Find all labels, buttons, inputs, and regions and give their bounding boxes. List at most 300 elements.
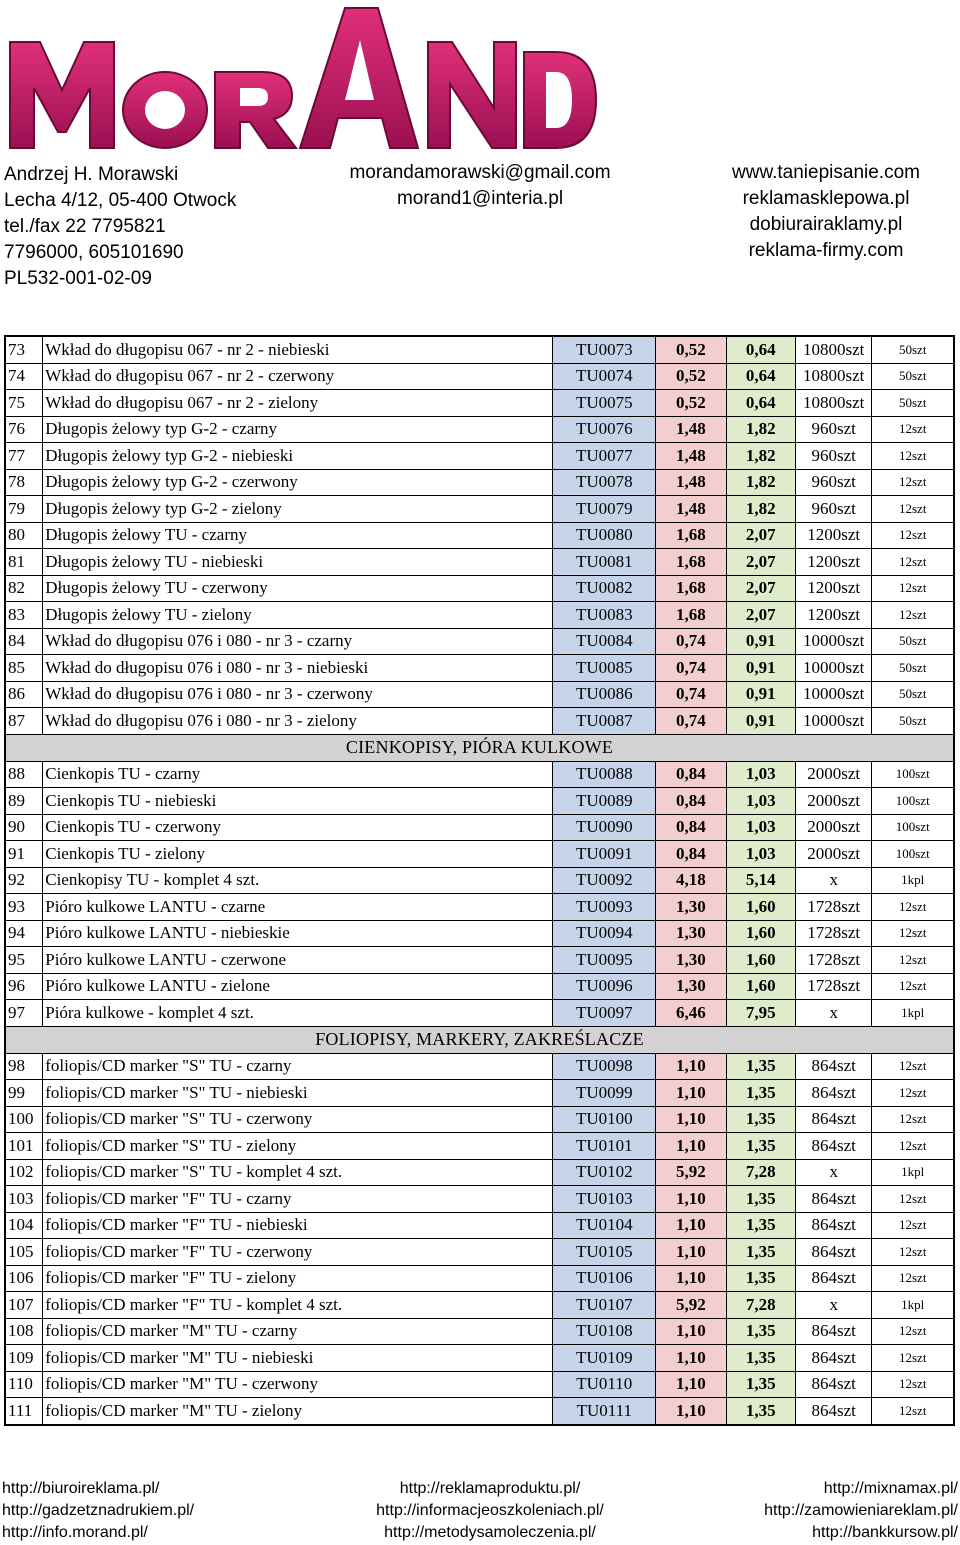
product-name: Pióro kulkowe LANTU - niebieskie bbox=[43, 920, 553, 947]
carton-quantity: 864szt bbox=[795, 1053, 871, 1080]
website-link[interactable]: www.taniepisanie.com bbox=[732, 162, 920, 183]
product-name: foliopis/CD marker "M" TU - niebieski bbox=[43, 1345, 553, 1372]
gross-price: 2,07 bbox=[726, 602, 795, 629]
footer-link[interactable]: http://zamowieniareklam.pl/ bbox=[764, 1502, 958, 1519]
product-code: TU0108 bbox=[553, 1318, 656, 1345]
pack-quantity: 100szt bbox=[872, 841, 954, 868]
net-price: 1,10 bbox=[656, 1398, 726, 1425]
table-row bbox=[5, 1133, 954, 1160]
pack-quantity: 12szt bbox=[872, 416, 954, 443]
carton-quantity: x bbox=[795, 1292, 871, 1319]
pack-quantity: 12szt bbox=[872, 1186, 954, 1213]
gross-price: 1,60 bbox=[726, 920, 795, 947]
carton-quantity: x bbox=[795, 1159, 871, 1186]
product-name: Pióra kulkowe - komplet 4 szt. bbox=[43, 1000, 553, 1027]
product-name: Długopis żelowy typ G-2 - niebieski bbox=[43, 443, 553, 470]
price-list-body bbox=[5, 336, 954, 1425]
carton-quantity: 1200szt bbox=[795, 602, 871, 629]
table-row bbox=[5, 947, 954, 974]
table-row bbox=[5, 1080, 954, 1107]
carton-quantity: 1200szt bbox=[795, 522, 871, 549]
pack-quantity: 12szt bbox=[872, 575, 954, 602]
table-row bbox=[5, 1000, 954, 1027]
row-number: 98 bbox=[5, 1053, 43, 1080]
carton-quantity: 10000szt bbox=[795, 655, 871, 682]
product-code: TU0081 bbox=[553, 549, 656, 576]
footer-link[interactable]: http://info.morand.pl/ bbox=[2, 1524, 148, 1541]
pack-quantity: 1kpl bbox=[872, 1292, 954, 1319]
footer-links-middle bbox=[340, 1478, 640, 1544]
net-price: 0,84 bbox=[656, 814, 726, 841]
row-number: 79 bbox=[5, 496, 43, 523]
pack-quantity: 12szt bbox=[872, 1080, 954, 1107]
owner-name: Andrzej H. Morawski bbox=[4, 164, 179, 185]
gross-price: 1,82 bbox=[726, 416, 795, 443]
table-row bbox=[5, 920, 954, 947]
product-name: Wkład do długopisu 076 i 080 - nr 3 - czarny bbox=[43, 628, 553, 655]
row-number: 110 bbox=[5, 1371, 43, 1398]
carton-quantity: 10000szt bbox=[795, 708, 871, 735]
product-name: foliopis/CD marker "M" TU - zielony bbox=[43, 1398, 553, 1425]
net-price: 1,10 bbox=[656, 1239, 726, 1266]
carton-quantity: 2000szt bbox=[795, 814, 871, 841]
row-number: 88 bbox=[5, 761, 43, 788]
gross-price: 1,35 bbox=[726, 1265, 795, 1292]
gross-price: 0,91 bbox=[726, 708, 795, 735]
gross-price: 1,60 bbox=[726, 973, 795, 1000]
pack-quantity: 12szt bbox=[872, 1053, 954, 1080]
row-number: 81 bbox=[5, 549, 43, 576]
carton-quantity: x bbox=[795, 867, 871, 894]
net-price: 1,10 bbox=[656, 1371, 726, 1398]
product-name: Długopis żelowy typ G-2 - czarny bbox=[43, 416, 553, 443]
product-name: Pióro kulkowe LANTU - czerwone bbox=[43, 947, 553, 974]
product-name: Cienkopis TU - niebieski bbox=[43, 788, 553, 815]
table-row bbox=[5, 655, 954, 682]
carton-quantity: 864szt bbox=[795, 1265, 871, 1292]
product-name: Długopis żelowy TU - zielony bbox=[43, 602, 553, 629]
table-row bbox=[5, 443, 954, 470]
gross-price: 7,28 bbox=[726, 1292, 795, 1319]
net-price: 0,52 bbox=[656, 336, 726, 363]
row-number: 75 bbox=[5, 390, 43, 417]
carton-quantity: 864szt bbox=[795, 1106, 871, 1133]
product-code: TU0082 bbox=[553, 575, 656, 602]
row-number: 101 bbox=[5, 1133, 43, 1160]
contact-email-block bbox=[300, 160, 660, 212]
carton-quantity: 1200szt bbox=[795, 549, 871, 576]
carton-quantity: 864szt bbox=[795, 1371, 871, 1398]
gross-price: 2,07 bbox=[726, 575, 795, 602]
pack-quantity: 12szt bbox=[872, 920, 954, 947]
gross-price: 1,35 bbox=[726, 1398, 795, 1425]
row-number: 99 bbox=[5, 1080, 43, 1107]
product-code: TU0104 bbox=[553, 1212, 656, 1239]
pack-quantity: 50szt bbox=[872, 336, 954, 363]
gross-price: 7,95 bbox=[726, 1000, 795, 1027]
product-code: TU0105 bbox=[553, 1239, 656, 1266]
table-row bbox=[5, 522, 954, 549]
product-name: Pióro kulkowe LANTU - czarne bbox=[43, 894, 553, 921]
gross-price: 1,35 bbox=[726, 1318, 795, 1345]
carton-quantity: 864szt bbox=[795, 1239, 871, 1266]
product-code: TU0107 bbox=[553, 1292, 656, 1319]
pack-quantity: 12szt bbox=[872, 1212, 954, 1239]
row-number: 107 bbox=[5, 1292, 43, 1319]
gross-price: 0,91 bbox=[726, 681, 795, 708]
product-code: TU0103 bbox=[553, 1186, 656, 1213]
carton-quantity: 1728szt bbox=[795, 920, 871, 947]
table-row bbox=[5, 575, 954, 602]
gross-price: 1,82 bbox=[726, 443, 795, 470]
product-name: Długopis żelowy TU - niebieski bbox=[43, 549, 553, 576]
carton-quantity: 10800szt bbox=[795, 390, 871, 417]
carton-quantity: 1200szt bbox=[795, 575, 871, 602]
table-row bbox=[5, 416, 954, 443]
gross-price: 1,35 bbox=[726, 1133, 795, 1160]
net-price: 5,92 bbox=[656, 1292, 726, 1319]
product-code: TU0110 bbox=[553, 1371, 656, 1398]
product-name: Wkład do długopisu 076 i 080 - nr 3 - czerwony bbox=[43, 681, 553, 708]
product-name: Wkład do długopisu 067 - nr 2 - zielony bbox=[43, 390, 553, 417]
row-number: 111 bbox=[5, 1398, 43, 1425]
table-row bbox=[5, 496, 954, 523]
product-name: foliopis/CD marker "F" TU - czarny bbox=[43, 1186, 553, 1213]
footer-link[interactable]: http://reklamaproduktu.pl/ bbox=[399, 1480, 581, 1497]
product-name: foliopis/CD marker "S" TU - zielony bbox=[43, 1133, 553, 1160]
product-name: Długopis żelowy TU - czerwony bbox=[43, 575, 553, 602]
net-price: 1,68 bbox=[656, 522, 726, 549]
net-price: 0,84 bbox=[656, 788, 726, 815]
row-number: 80 bbox=[5, 522, 43, 549]
table-row bbox=[5, 867, 954, 894]
row-number: 92 bbox=[5, 867, 43, 894]
product-name: foliopis/CD marker "M" TU - czarny bbox=[43, 1318, 553, 1345]
net-price: 0,84 bbox=[656, 761, 726, 788]
net-price: 1,10 bbox=[656, 1133, 726, 1160]
gross-price: 1,03 bbox=[726, 814, 795, 841]
pack-quantity: 1kpl bbox=[872, 1159, 954, 1186]
table-row bbox=[5, 1318, 954, 1345]
net-price: 5,92 bbox=[656, 1159, 726, 1186]
product-code: TU0077 bbox=[553, 443, 656, 470]
row-number: 78 bbox=[5, 469, 43, 496]
carton-quantity: 1728szt bbox=[795, 894, 871, 921]
table-row bbox=[5, 761, 954, 788]
carton-quantity: 2000szt bbox=[795, 841, 871, 868]
row-number: 105 bbox=[5, 1239, 43, 1266]
carton-quantity: 864szt bbox=[795, 1212, 871, 1239]
table-row bbox=[5, 628, 954, 655]
gross-price: 1,35 bbox=[726, 1371, 795, 1398]
pack-quantity: 50szt bbox=[872, 390, 954, 417]
product-name: foliopis/CD marker "F" TU - komplet 4 szt. bbox=[43, 1292, 553, 1319]
gross-price: 2,07 bbox=[726, 549, 795, 576]
product-code: TU0096 bbox=[553, 973, 656, 1000]
gross-price: 1,35 bbox=[726, 1345, 795, 1372]
table-row bbox=[5, 973, 954, 1000]
pack-quantity: 12szt bbox=[872, 443, 954, 470]
table-row bbox=[5, 708, 954, 735]
row-number: 84 bbox=[5, 628, 43, 655]
pack-quantity: 12szt bbox=[872, 1398, 954, 1425]
section-title: CIENKOPISY, PIÓRA KULKOWE bbox=[5, 734, 954, 761]
row-number: 76 bbox=[5, 416, 43, 443]
net-price: 4,18 bbox=[656, 867, 726, 894]
table-row bbox=[5, 1345, 954, 1372]
pack-quantity: 100szt bbox=[872, 761, 954, 788]
product-code: TU0101 bbox=[553, 1133, 656, 1160]
product-code: TU0102 bbox=[553, 1159, 656, 1186]
product-code: TU0092 bbox=[553, 867, 656, 894]
product-code: TU0078 bbox=[553, 469, 656, 496]
pack-quantity: 12szt bbox=[872, 1345, 954, 1372]
row-number: 90 bbox=[5, 814, 43, 841]
product-code: TU0087 bbox=[553, 708, 656, 735]
pack-quantity: 1kpl bbox=[872, 867, 954, 894]
gross-price: 0,91 bbox=[726, 628, 795, 655]
table-row bbox=[5, 549, 954, 576]
table-row bbox=[5, 336, 954, 363]
carton-quantity: 864szt bbox=[795, 1186, 871, 1213]
pack-quantity: 50szt bbox=[872, 681, 954, 708]
row-number: 77 bbox=[5, 443, 43, 470]
row-number: 93 bbox=[5, 894, 43, 921]
row-number: 82 bbox=[5, 575, 43, 602]
table-row bbox=[5, 363, 954, 390]
net-price: 1,10 bbox=[656, 1265, 726, 1292]
table-row bbox=[5, 602, 954, 629]
carton-quantity: 960szt bbox=[795, 469, 871, 496]
table-row bbox=[5, 681, 954, 708]
email-link[interactable]: morandamorawski@gmail.com bbox=[349, 162, 611, 183]
product-code: TU0076 bbox=[553, 416, 656, 443]
product-name: Pióro kulkowe LANTU - zielone bbox=[43, 973, 553, 1000]
product-code: TU0090 bbox=[553, 814, 656, 841]
carton-quantity: 864szt bbox=[795, 1318, 871, 1345]
gross-price: 0,91 bbox=[726, 655, 795, 682]
carton-quantity: 864szt bbox=[795, 1133, 871, 1160]
product-name: Cienkopis TU - czarny bbox=[43, 761, 553, 788]
carton-quantity: 960szt bbox=[795, 496, 871, 523]
product-name: Długopis żelowy typ G-2 - czerwony bbox=[43, 469, 553, 496]
product-name: foliopis/CD marker "M" TU - czerwony bbox=[43, 1371, 553, 1398]
gross-price: 0,64 bbox=[726, 336, 795, 363]
net-price: 1,48 bbox=[656, 443, 726, 470]
product-name: Wkład do długopisu 076 i 080 - nr 3 - zielony bbox=[43, 708, 553, 735]
net-price: 1,10 bbox=[656, 1212, 726, 1239]
net-price: 1,10 bbox=[656, 1345, 726, 1372]
carton-quantity: 960szt bbox=[795, 443, 871, 470]
row-number: 103 bbox=[5, 1186, 43, 1213]
pack-quantity: 12szt bbox=[872, 602, 954, 629]
table-row bbox=[5, 788, 954, 815]
product-code: TU0091 bbox=[553, 841, 656, 868]
net-price: 6,46 bbox=[656, 1000, 726, 1027]
product-name: Cienkopis TU - czerwony bbox=[43, 814, 553, 841]
pack-quantity: 12szt bbox=[872, 1133, 954, 1160]
product-name: Długopis żelowy TU - czarny bbox=[43, 522, 553, 549]
product-name: Cienkopis TU - zielony bbox=[43, 841, 553, 868]
carton-quantity: x bbox=[795, 1000, 871, 1027]
table-row bbox=[5, 1398, 954, 1425]
gross-price: 1,35 bbox=[726, 1212, 795, 1239]
email-link[interactable]: morand1@interia.pl bbox=[396, 188, 564, 209]
pack-quantity: 12szt bbox=[872, 522, 954, 549]
carton-quantity: 864szt bbox=[795, 1345, 871, 1372]
net-price: 0,74 bbox=[656, 681, 726, 708]
net-price: 1,30 bbox=[656, 894, 726, 921]
row-number: 85 bbox=[5, 655, 43, 682]
carton-quantity: 2000szt bbox=[795, 788, 871, 815]
row-number: 83 bbox=[5, 602, 43, 629]
net-price: 0,74 bbox=[656, 628, 726, 655]
carton-quantity: 10800szt bbox=[795, 363, 871, 390]
gross-price: 1,82 bbox=[726, 469, 795, 496]
footer-link[interactable]: http://gadzetznadrukiem.pl/ bbox=[2, 1502, 195, 1519]
product-code: TU0086 bbox=[553, 681, 656, 708]
row-number: 94 bbox=[5, 920, 43, 947]
row-number: 96 bbox=[5, 973, 43, 1000]
row-number: 102 bbox=[5, 1159, 43, 1186]
pack-quantity: 12szt bbox=[872, 1371, 954, 1398]
pack-quantity: 12szt bbox=[872, 1265, 954, 1292]
net-price: 1,10 bbox=[656, 1053, 726, 1080]
row-number: 91 bbox=[5, 841, 43, 868]
net-price: 1,30 bbox=[656, 973, 726, 1000]
carton-quantity: 10000szt bbox=[795, 681, 871, 708]
product-name: foliopis/CD marker "S" TU - niebieski bbox=[43, 1080, 553, 1107]
product-code: TU0094 bbox=[553, 920, 656, 947]
gross-price: 1,03 bbox=[726, 841, 795, 868]
row-number: 97 bbox=[5, 1000, 43, 1027]
product-name: Cienkopisy TU - komplet 4 szt. bbox=[43, 867, 553, 894]
address: Lecha 4/12, 05-400 Otwock bbox=[4, 190, 237, 211]
net-price: 1,48 bbox=[656, 469, 726, 496]
phone-numbers: 7796000, 605101690 bbox=[4, 242, 184, 263]
carton-quantity: 864szt bbox=[795, 1398, 871, 1425]
pack-quantity: 100szt bbox=[872, 814, 954, 841]
product-code: TU0085 bbox=[553, 655, 656, 682]
product-code: TU0088 bbox=[553, 761, 656, 788]
gross-price: 5,14 bbox=[726, 867, 795, 894]
product-code: TU0100 bbox=[553, 1106, 656, 1133]
net-price: 1,68 bbox=[656, 575, 726, 602]
footer-link[interactable]: http://mixnamax.pl/ bbox=[823, 1480, 958, 1497]
gross-price: 1,35 bbox=[726, 1053, 795, 1080]
footer-links-left bbox=[2, 1478, 194, 1544]
net-price: 1,10 bbox=[656, 1186, 726, 1213]
pack-quantity: 50szt bbox=[872, 708, 954, 735]
gross-price: 2,07 bbox=[726, 522, 795, 549]
row-number: 100 bbox=[5, 1106, 43, 1133]
product-code: TU0106 bbox=[553, 1265, 656, 1292]
website-link[interactable]: dobiurairaklamy.pl bbox=[749, 214, 903, 235]
row-number: 89 bbox=[5, 788, 43, 815]
pack-quantity: 12szt bbox=[872, 496, 954, 523]
product-code: TU0109 bbox=[553, 1345, 656, 1372]
pack-quantity: 12szt bbox=[872, 469, 954, 496]
contact-websites-block bbox=[696, 160, 956, 264]
footer-link[interactable]: http://metodysamoleczenia.pl/ bbox=[384, 1524, 596, 1541]
product-code: TU0080 bbox=[553, 522, 656, 549]
net-price: 1,68 bbox=[656, 602, 726, 629]
product-name: Długopis żelowy typ G-2 - zielony bbox=[43, 496, 553, 523]
carton-quantity: 960szt bbox=[795, 416, 871, 443]
row-number: 95 bbox=[5, 947, 43, 974]
table-row bbox=[5, 814, 954, 841]
net-price: 0,52 bbox=[656, 363, 726, 390]
contact-address-block bbox=[4, 162, 236, 292]
gross-price: 1,35 bbox=[726, 1239, 795, 1266]
net-price: 1,30 bbox=[656, 947, 726, 974]
product-code: TU0074 bbox=[553, 363, 656, 390]
pack-quantity: 12szt bbox=[872, 1239, 954, 1266]
pack-quantity: 50szt bbox=[872, 363, 954, 390]
net-price: 1,48 bbox=[656, 416, 726, 443]
table-row bbox=[5, 1265, 954, 1292]
pack-quantity: 12szt bbox=[872, 947, 954, 974]
table-row bbox=[5, 1186, 954, 1213]
footer-link[interactable]: http://bankkursow.pl/ bbox=[812, 1524, 958, 1541]
pack-quantity: 12szt bbox=[872, 894, 954, 921]
phone-fax: tel./fax 22 7795821 bbox=[4, 216, 166, 237]
net-price: 0,74 bbox=[656, 708, 726, 735]
product-code: TU0099 bbox=[553, 1080, 656, 1107]
pack-quantity: 50szt bbox=[872, 628, 954, 655]
net-price: 0,52 bbox=[656, 390, 726, 417]
carton-quantity: 10000szt bbox=[795, 628, 871, 655]
gross-price: 7,28 bbox=[726, 1159, 795, 1186]
pack-quantity: 1kpl bbox=[872, 1000, 954, 1027]
website-link[interactable]: reklamasklepowa.pl bbox=[742, 188, 910, 209]
footer-link[interactable]: http://biuroireklama.pl/ bbox=[2, 1480, 160, 1497]
gross-price: 0,64 bbox=[726, 390, 795, 417]
net-price: 1,10 bbox=[656, 1318, 726, 1345]
product-code: TU0111 bbox=[553, 1398, 656, 1425]
product-name: Wkład do długopisu 067 - nr 2 - niebieski bbox=[43, 336, 553, 363]
tax-id: PL532-001-02-09 bbox=[4, 268, 152, 289]
table-row bbox=[5, 894, 954, 921]
gross-price: 1,82 bbox=[726, 496, 795, 523]
table-row bbox=[5, 1106, 954, 1133]
table-row bbox=[5, 390, 954, 417]
gross-price: 1,03 bbox=[726, 788, 795, 815]
net-price: 1,48 bbox=[656, 496, 726, 523]
product-code: TU0093 bbox=[553, 894, 656, 921]
table-row bbox=[5, 1239, 954, 1266]
price-list-table bbox=[4, 335, 955, 1426]
table-row bbox=[5, 841, 954, 868]
pack-quantity: 12szt bbox=[872, 1318, 954, 1345]
row-number: 108 bbox=[5, 1318, 43, 1345]
row-number: 87 bbox=[5, 708, 43, 735]
footer-link[interactable]: http://informacjeoszkoleniach.pl/ bbox=[376, 1502, 604, 1519]
product-name: foliopis/CD marker "S" TU - czarny bbox=[43, 1053, 553, 1080]
website-link[interactable]: reklama-firmy.com bbox=[748, 240, 904, 261]
net-price: 0,84 bbox=[656, 841, 726, 868]
carton-quantity: 10800szt bbox=[795, 336, 871, 363]
table-row bbox=[5, 1053, 954, 1080]
net-price: 1,68 bbox=[656, 549, 726, 576]
pack-quantity: 100szt bbox=[872, 788, 954, 815]
table-row bbox=[5, 1212, 954, 1239]
product-code: TU0083 bbox=[553, 602, 656, 629]
product-name: foliopis/CD marker "S" TU - czerwony bbox=[43, 1106, 553, 1133]
product-name: foliopis/CD marker "F" TU - czerwony bbox=[43, 1239, 553, 1266]
net-price: 1,10 bbox=[656, 1080, 726, 1107]
pack-quantity: 50szt bbox=[872, 655, 954, 682]
